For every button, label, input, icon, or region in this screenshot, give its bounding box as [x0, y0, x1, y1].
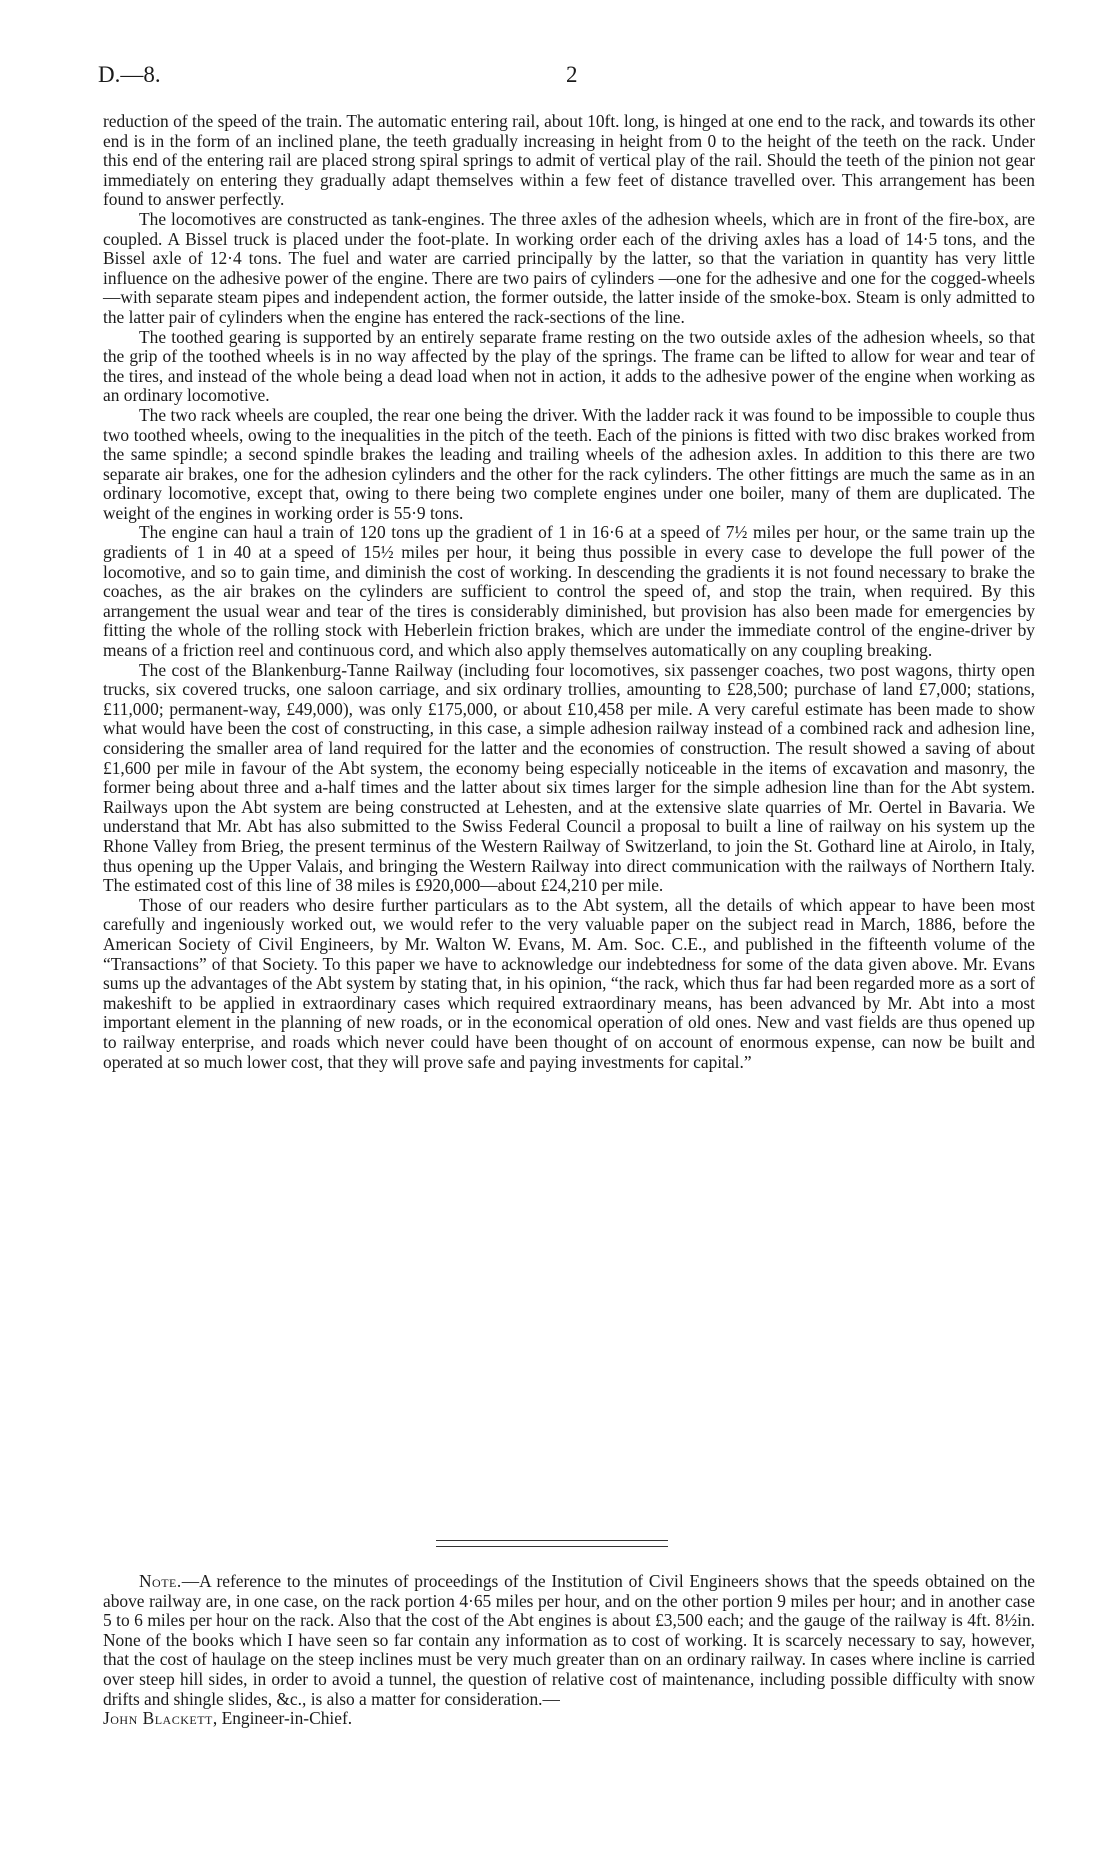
note-label: Note. — [139, 1571, 182, 1591]
paragraph-engine-haul: The engine can haul a train of 120 tons up the gradient of 1 in 16·6 at a speed of 7½ miles per hour, or the same train up the gradients of 1 in 40 at a speed of 15½ miles per hour, it being thus possible in every case to develope the full power of the locomotive, and so to gain time, and diminish the cost of working. In descending the gradients it is not found necessary to brake the coaches, as the air brakes on the cylinders are sufficient to control the speed of, and stop the train, when required. By this arrangement the usual wear and tear of the tires is considerably diminished, but provision has also been made for emergencies by fitting the whole of the rolling stock with Heberlein friction brakes, which are under the immediate control of the engine-driver by means of a friction reel and continuous cord, and which also apply themselves automatically on any coupling breaking. — [103, 522, 1035, 661]
note-text: —A reference to the minutes of proceedings of the Institution of Civil Engineers shows that the speeds obtained on the above railway are, in one case, on the rack portion 4·65 miles per hour, and on the other portion 9 miles per hour; and in another case 5 to 6 miles per hour on the rack. Also that the cost of the Abt engines is about £3,500 each; and the gauge of the railway is 4ft. 8½in. None of the books which I have seen so far contain any information as to cost of working. It is scarcely necessary to say, however, that the cost of haulage on the steep inclines must be very much greater than on an ordinary railway. In cases where incline is carried over steep hill sides, in order to avoid a tunnel, the question of relative cost of maintenance, including possible difficulty with snow drifts and shingle slides, &c., is also a matter for consideration.— — [103, 1571, 1035, 1709]
section-divider — [436, 1540, 668, 1547]
page-number: 2 — [566, 62, 578, 87]
paragraph-continuation: reduction of the speed of the train. The automatic entering rail, about 10ft. long, is hinged at one end to the rack, and towards its other end is in the form of an inclined plane, the teeth gradually increasing in height from 0 to the height of the teeth on the rack. Under this end of the entering rail are placed strong spiral springs to admit of vertical play of the rail. Should the teeth of the pinion not gear immediately on entering they gradually adapt themselves within a few feet of distance travelled over. This arrangement has been found to answer perfectly. — [103, 111, 1035, 210]
main-text — [103, 112, 1035, 1072]
paragraph-railway-cost: The cost of the Blankenburg-Tanne Railway (including four locomotives, six passenger coaches, two post wagons, thirty open trucks, six covered trucks, one saloon carriage, and six ordinary trollies, amounting to £28,500; purchase of land £7,000; stations, £11,000; permanent-way, £49,000), was only £175,000, or about £10,458 per mile. A very careful estimate has been made to show what would have been the cost of constructing, in this case, a simple adhesion railway instead of a combined rack and adhesion line, considering the smaller area of land required for the latter and the economies of construction. The result showed a saving of about £1,600 per mile in favour of the Abt system, the economy being especially noticeable in the items of excavation and masonry, the former being about three and a-half times and the latter about six times larger for the simple adhesion line than for the Abt system. Railways upon the Abt system are being constructed at Lehesten, and at the extensive slate quarries of Mr. Oertel in Bavaria. We understand that Mr. Abt has also submitted to the Swiss Federal Council a proposal to built a line of railway on his system up the Rhone Valley from Brieg, the present terminus of the Western Railway of Switzerland, to join the St. Gothard line at Airolo, in Italy, thus opening up the Upper Valais, and bringing the Western Railway into direct communication with the railways of Northern Italy. The estimated cost of this line of 38 miles is £920,000—about £24,210 per mile. — [103, 659, 1035, 896]
note-paragraph — [103, 1572, 1035, 1729]
signature-title: , Engineer-in-Chief. — [212, 1708, 353, 1729]
paragraph-further-particulars: Those of our readers who desire further particulars as to the Abt system, all the details of which appear to have been most carefully and ingeniously worked out, we would refer to the very valuable paper on the subject read in March, 1886, before the American Society of Civil Engineers, by Mr. Walton W. Evans, M. Am. Soc. C.E., and published in the fifteenth volume of the “Transactions” of that Society. To this paper we have to acknowledge our indebtedness for some of the data given above. Mr. Evans sums up the advantages of the Abt system by stating that, in his opinion, “the rack, which thus far had been regarded more as a sort of makeshift to be applied in extraordinary cases which required extraordinary means, has been advanced by Mr. Abt into a most important element in the planning of new roads, or in the economical operation of old ones. New and vast fields are thus opened up to railway enterprise, and roads which never could have been thought of on account of enormous expense, can now be built and operated at so much lower cost, that they will prove safe and paying investments for capital.” — [103, 894, 1035, 1072]
page-header — [98, 62, 1040, 102]
paragraph-toothed-gearing: The toothed gearing is supported by an entirely separate frame resting on the two outside axles of the adhesion wheels, so that the grip of the toothed wheels is in no way affected by the play of the springs. The frame can be lifted to allow for wear and tear of the tires, and instead of the whole being a dead load when not in action, it adds to the adhesive power of the engine when working as an ordinary locomotive. — [103, 326, 1035, 406]
signature-name: John Blackett — [103, 1708, 213, 1729]
paragraph-locomotives: The locomotives are constructed as tank-engines. The three axles of the adhesion wheels, which are in front of the fire-box, are coupled. A Bissel truck is placed under the foot-plate. In working order each of the driving axles has a load of 14·5 tons, and the Bissel axle of 12·4 tons. The fuel and water are carried principally by the latter, so that the variation in quantity has very little influence on the adhesive power of the engine. There are two pairs of cylinders —one for the adhesive and one for the cogged-wheels—with separate steam pipes and independent action, the former outside, the latter inside of the smoke-box. Steam is only admitted to the latter pair of cylinders when the engine has entered the rack-sections of the line. — [103, 208, 1035, 327]
paragraph-rack-wheels: The two rack wheels are coupled, the rear one being the driver. With the ladder rack it was found to be impossible to couple thus two toothed wheels, owing to the inequalities in the pitch of the teeth. Each of the pinions is fitted with two disc brakes worked from the same spindle; a second spindle brakes the leading and trailing wheels of the adhesion axles. In addition to this there are two separate air brakes, one for the adhesion cylinders and the other for the rack cylinders. The other fittings are much the same as in an ordinary locomotive, except that, owing to there being two complete engines under one boiler, many of them are duplicated. The weight of the engines in working order is 55·9 tons. — [103, 404, 1035, 523]
document-reference: D.—8. — [98, 62, 161, 87]
note-section — [103, 1572, 1035, 1729]
